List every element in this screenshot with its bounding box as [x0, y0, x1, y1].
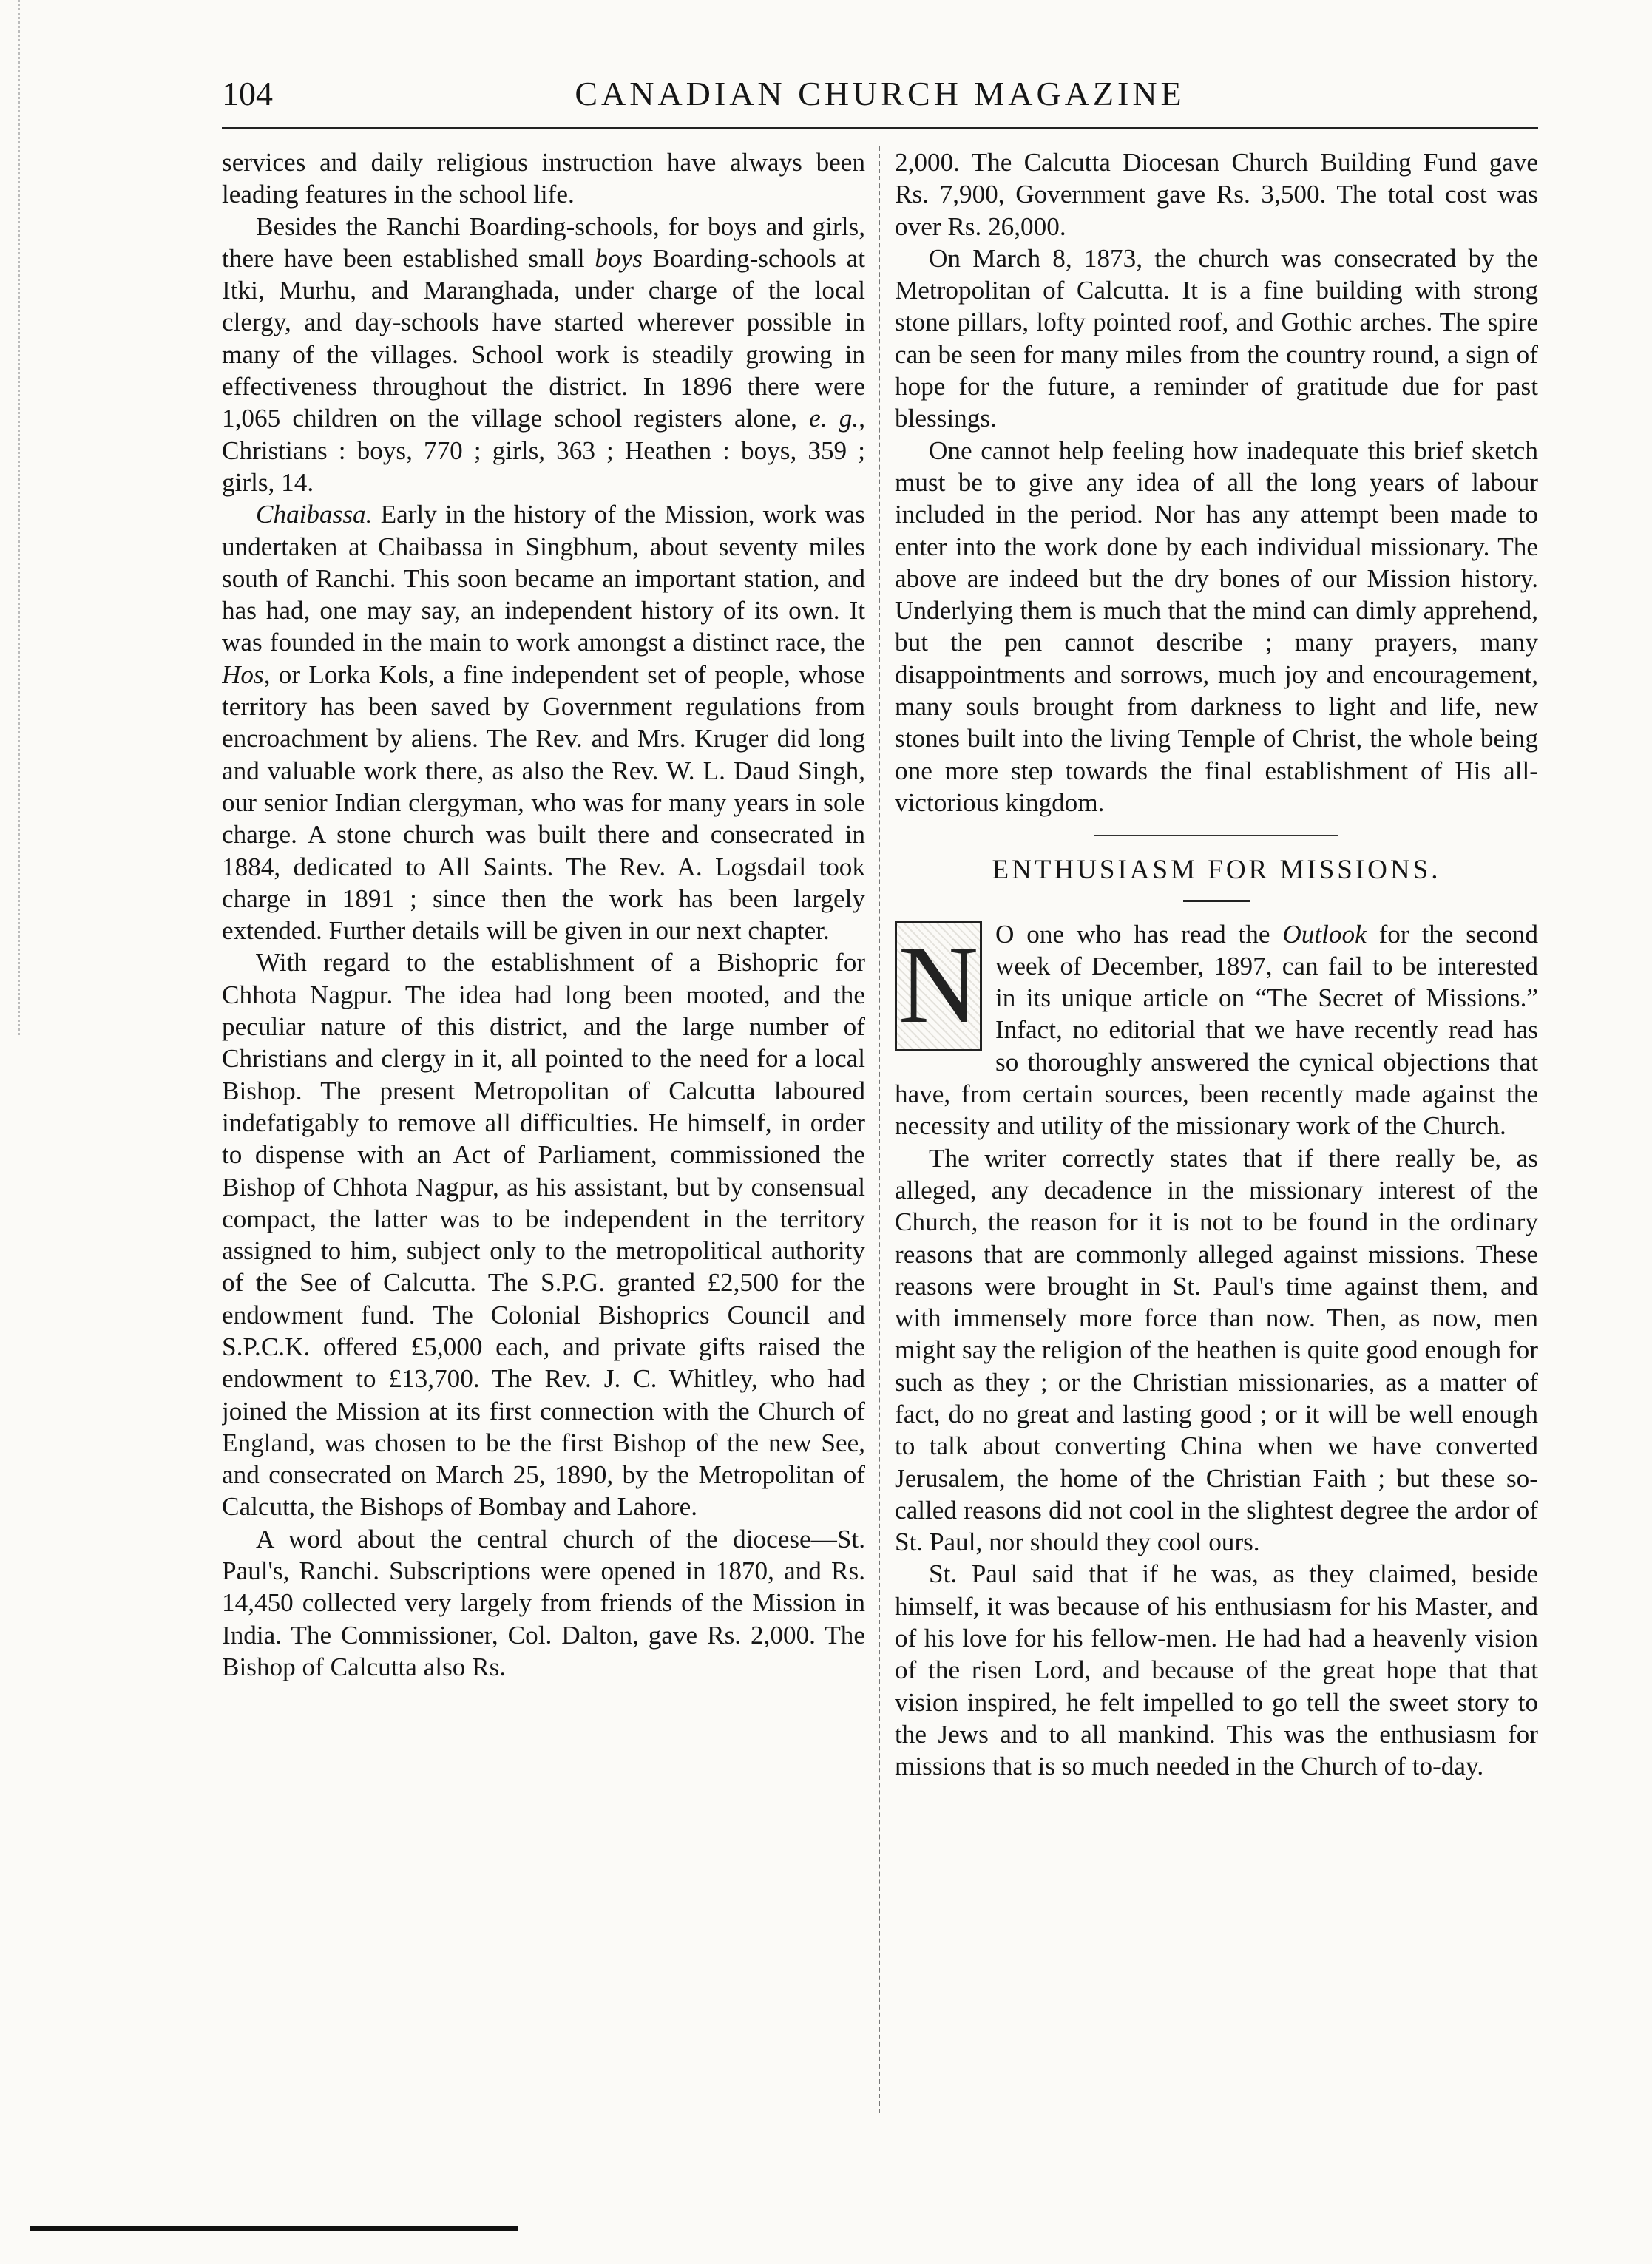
page-number: 104	[222, 75, 273, 112]
drop-cap: N	[895, 921, 982, 1051]
running-head: CANADIAN CHURCH MAGAZINE	[575, 75, 1185, 112]
paragraph: The writer correctly states that if there really be, as alleged, any decadence in the missionary interest of the Church, the reason for it is not to be found in the ordinary reasons that are commonly alleged against missions. These reasons were brought in St. Paul's time against them, and with immensely more force than now. Then, as now, men might say the religion of the heathen is quite good enough for such as they ; or the Christian missionaries, as a matter of fact, do no great and lasting good ; or it will be well enough to talk about converting China when we have converted Jerusalem, the home of the Christian Faith ; but these so-called reasons did not cool in the slightest degree the ardor of St. Paul, nor should they cool ours.	[895, 1143, 1538, 1557]
left-column	[222, 146, 865, 2128]
paragraph: 2,000. The Calcutta Diocesan Church Building Fund gave Rs. 7,900, Government gave Rs. 3,500. The total cost was over Rs. 26,000.	[895, 148, 1538, 241]
heading-rule	[1183, 900, 1250, 902]
paragraph: A word about the central church of the diocese—St. Paul's, Ranchi. Subscriptions were opened in 1870, and Rs. 14,450 collected very largely from friends of the Mission in India. The Commissioner, Col. Dalton, gave Rs. 2,000. The Bishop of Calcutta also Rs.	[222, 1524, 865, 1681]
column-divider	[879, 146, 880, 2113]
paragraph: St. Paul said that if he was, as they claimed, beside himself, it was because of his enthusiasm for his Master, and of his love for his fellow-men. He had had a heavenly vision of the risen Lord, and because of the great hope that that vision inspired, he felt impelled to go tell the sweet story to the Jews and to all mankind. This was the enthusiasm for missions that is so much needed in the Church of to-day.	[895, 1559, 1538, 1781]
bottom-rule	[30, 2226, 518, 2231]
page-header	[222, 74, 1538, 118]
paragraph: services and daily religious instruction have always been leading features in the school life.	[222, 148, 865, 209]
paragraph: One cannot help feeling how inadequate this brief sketch must be to give any idea of all the long years of labour included in the period. Nor has any attempt been made to enter into the work done by each individual missionary. The above are indeed but the dry bones of our Mission history. Underlying them is much that the mind can dimly apprehend, but the pen cannot describe ; many prayers, many disappointments and sorrows, much joy and encouragement, many souls brought from darkness to light and life, new stones built into the living Temple of Christ, the whole being one more step towards the final establishment of His all-victorious kingdom.	[895, 435, 1538, 817]
paragraph: Besides the Ranchi Boarding-schools, for boys and girls, there have been established small boys Boarding-schools at Itki, Murhu, and Maranghada, under charge of the local clergy, and day-schools have started wherever possible in many of the villages. School work is steadily growing in effectiveness throughout the district. In 1896 there were 1,065 children on the village school registers alone, e. g., Christians : boys, 770 ; girls, 363 ; Heathen : boys, 359 ; girls, 14.	[222, 211, 865, 497]
scan-edge-marks	[18, 0, 64, 1035]
paragraph: N O one who has read the Outlook for the second week of December, 1897, can fail to be interested in its unique article on “The Secret of Missions.” Infact, no editorial that we have recently read has so thoroughly answered the cynical objections that have, from certain sources, been recently made against the necessity and utility of the missionary work of the Church.	[895, 919, 1538, 1141]
right-column	[895, 146, 1538, 2128]
section-divider	[1094, 835, 1338, 836]
paragraph: With regard to the establishment of a Bishopric for Chhota Nagpur. The idea had long been mooted, and the peculiar nature of this district, and the large number of Christians and clergy in it, all pointed to the need for a local Bishop. The present Metropolitan of Calcutta laboured indefatigably to remove all difficulties. He himself, in order to dispense with an Act of Parliament, commissioned the Bishop of Chhota Nagpur, as his assistant, but by consensual compact, the latter was to be independent in the territory assigned to him, subject only to the metropolitical authority of the See of Calcutta. The S.P.G. granted £2,500 for the endowment fund. The Colonial Bishoprics Council and S.P.C.K. offered £5,000 each, and private gifts raised the endowment to £13,700. The Rev. J. C. Whitley, who had joined the Mission at its first connection with the Church of England, was chosen to be the first Bishop of the new See, and consecrated on March 25, 1890, by the Metropolitan of Calcutta, the Bishops of Bombay and Lahore.	[222, 948, 865, 1522]
paragraph: Chaibassa. Early in the history of the Mission, work was undertaken at Chaibassa in Singbhum, about seventy miles south of Ranchi. This soon became an important station, and has had, one may say, an independent history of its own. It was founded in the main to work amongst a distinct race, the Hos, or Lorka Kols, a fine independent set of people, whose territory has been saved by Government regulations from encroachment by aliens. The Rev. and Mrs. Kruger did long and valuable work there, as also the Rev. W. L. Daud Singh, our senior Indian clergyman, who was for many years in sole charge. A stone church was built there and consecrated in 1884, dedicated to All Saints. The Rev. A. Logsdail took charge in 1891 ; since then the work has been largely extended. Further details will be given in our next chapter.	[222, 500, 865, 946]
paragraph: On March 8, 1873, the church was consecrated by the Metropolitan of Calcutta. It is a fine building with strong stone pillars, lofty pointed roof, and Gothic arches. The spire can be seen for many miles from the country round, a sign of hope for the future, a reminder of gratitude due for past blessings.	[895, 243, 1538, 433]
header-rule	[222, 127, 1538, 129]
section-heading: ENTHUSIASM FOR MISSIONS.	[992, 855, 1441, 886]
